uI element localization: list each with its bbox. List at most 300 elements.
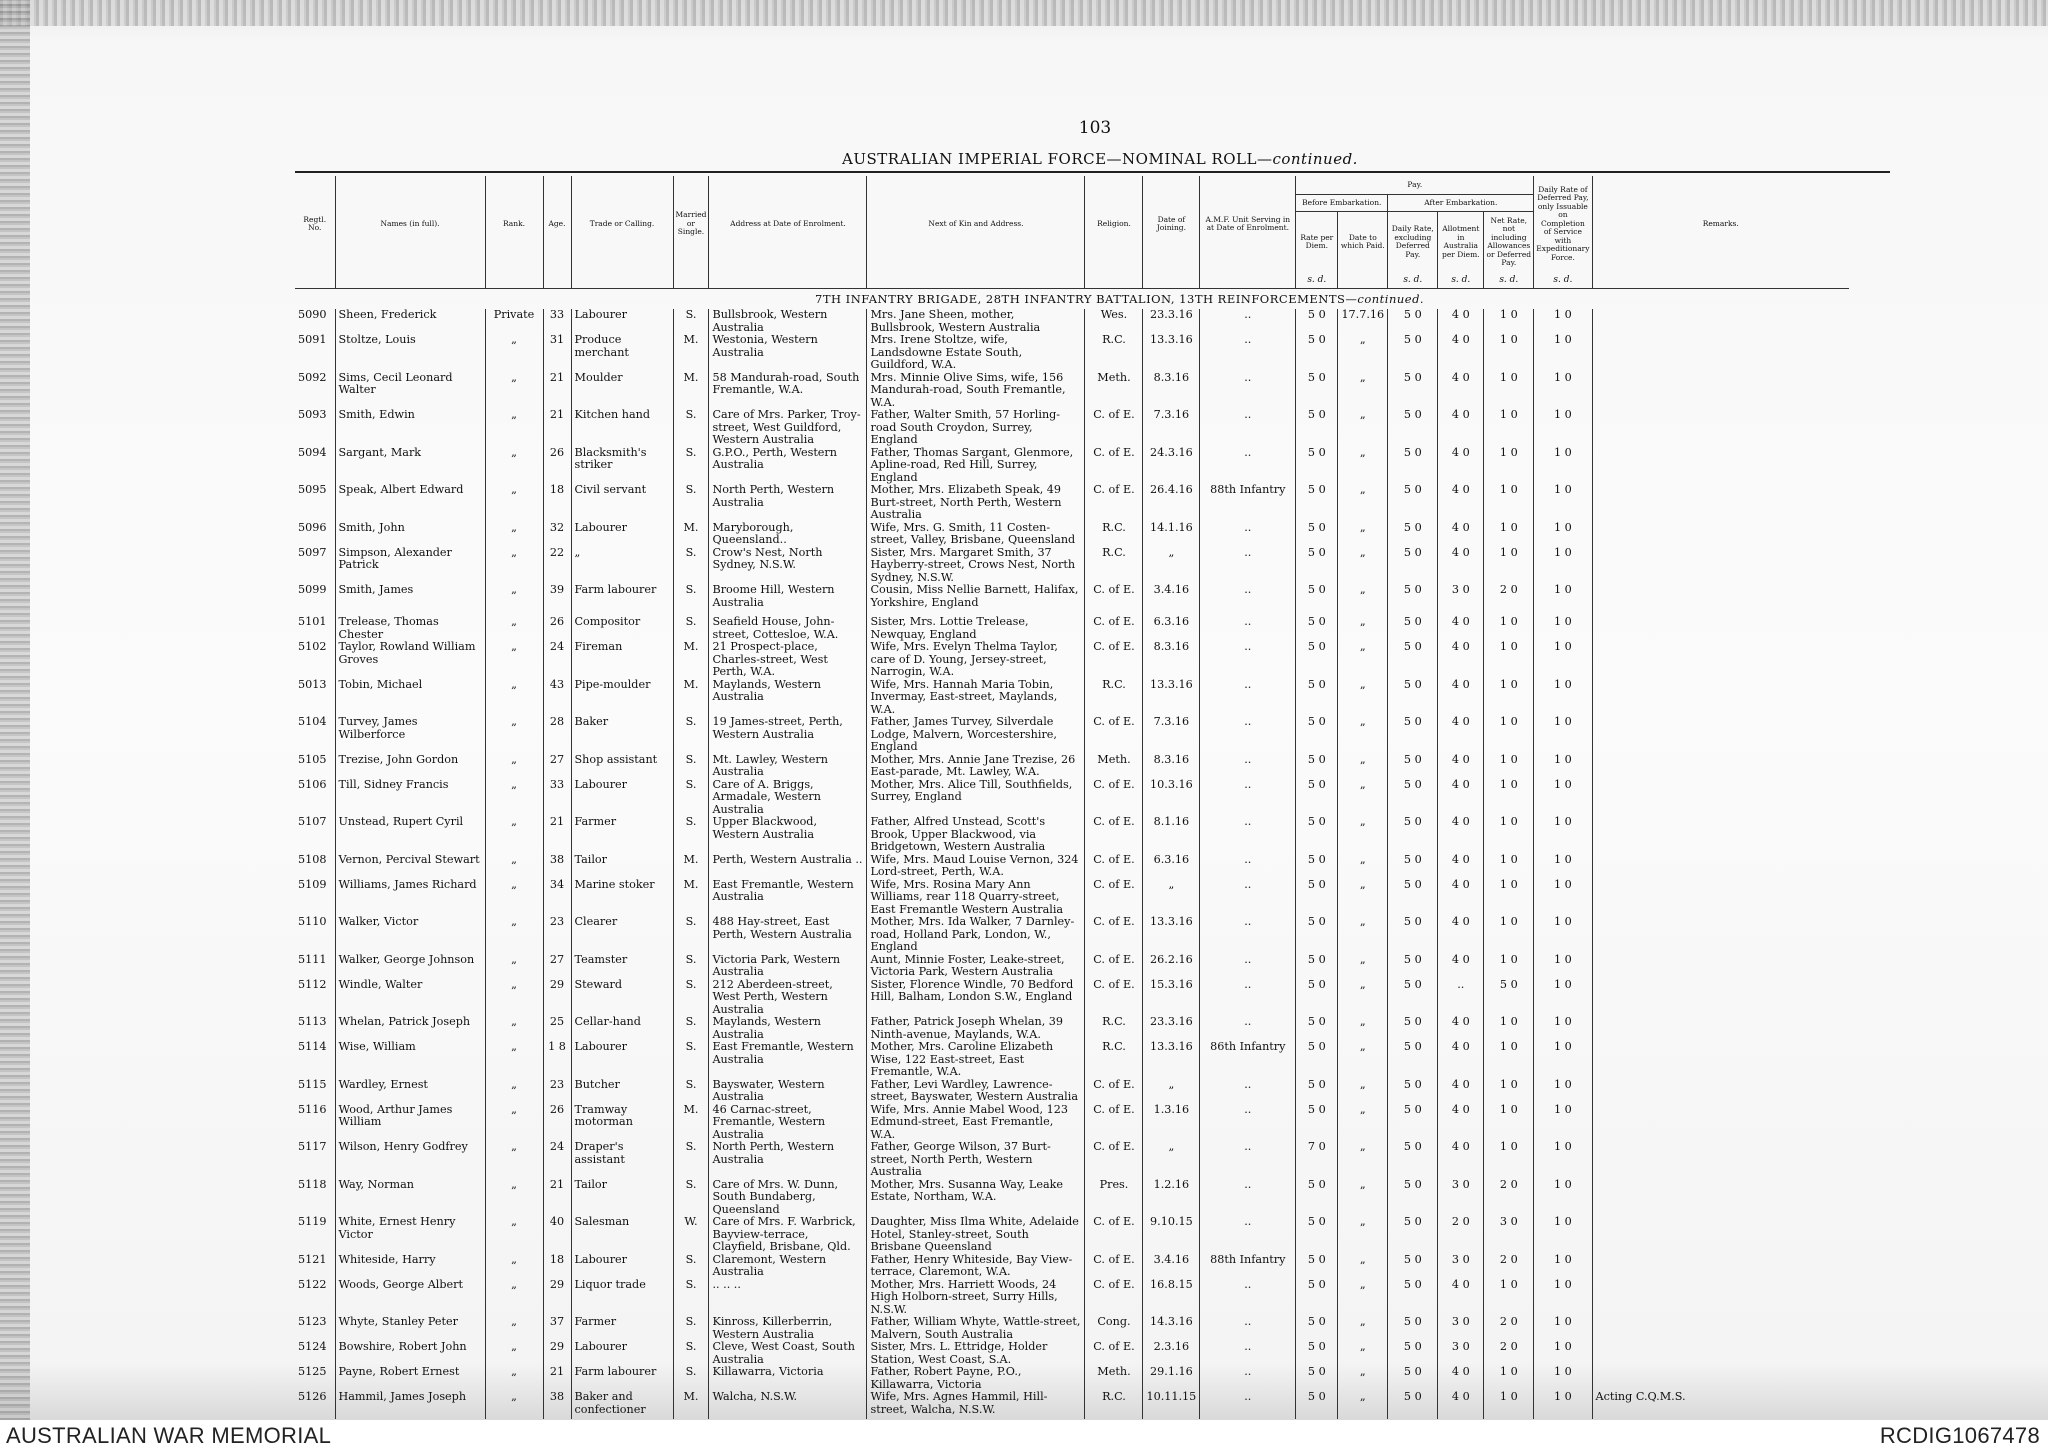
cell-remarks — [1592, 309, 1849, 334]
cell-address: Claremont, Western Australia — [709, 1254, 867, 1279]
cell-remarks — [1592, 1041, 1849, 1079]
cell-address: Crow's Nest, North Sydney, N.S.W. — [709, 547, 867, 585]
cell-date-joining: 8.3.16 — [1143, 754, 1200, 779]
cell-next-of-kin: Sister, Mrs. Margaret Smith, 37 Hayberry-street, Crows Nest, North Sydney, N.S.W. — [867, 547, 1085, 585]
cell-regtl-no: 5117 — [295, 1141, 335, 1179]
cell-date-joining: 6.3.16 — [1143, 616, 1200, 641]
cell-religion: R.C. — [1085, 334, 1143, 372]
cell-trade: Draper's assistant — [571, 1141, 673, 1179]
cell-married: S. — [673, 1041, 709, 1079]
cell-address: 58 Mandurah-road, South Fremantle, W.A. — [709, 372, 867, 410]
cell-date-paid: „ — [1338, 641, 1388, 679]
page-number: 103 — [1078, 118, 1112, 138]
cell-amf-unit: .. — [1200, 879, 1296, 917]
cell-rank: „ — [485, 1041, 543, 1079]
cell-regtl-no: 5119 — [295, 1216, 335, 1254]
cell-married: S. — [673, 816, 709, 854]
table-row — [295, 816, 1849, 854]
cell-religion: C. of E. — [1085, 616, 1143, 641]
cell-deferred: 1 0 — [1534, 1016, 1592, 1041]
cell-rate-per-diem: 5 0 — [1296, 641, 1338, 679]
cell-married: M. — [673, 679, 709, 717]
cell-date-paid: „ — [1338, 1391, 1388, 1419]
cell-date-joining: 23.3.16 — [1143, 1016, 1200, 1041]
cell-rank: „ — [485, 1316, 543, 1341]
cell-date-joining: 10.11.15 — [1143, 1391, 1200, 1419]
cell-rank: „ — [485, 616, 543, 641]
cell-address: 19 James-street, Perth, Western Australia — [709, 716, 867, 754]
cell-rate-per-diem: 5 0 — [1296, 954, 1338, 979]
table-row — [295, 1079, 1849, 1104]
cell-rank: „ — [485, 547, 543, 585]
cell-married: M. — [673, 522, 709, 547]
cell-amf-unit: .. — [1200, 679, 1296, 717]
cell-rank: „ — [485, 1391, 543, 1419]
cell-religion: C. of E. — [1085, 879, 1143, 917]
cell-address: Killawarra, Victoria — [709, 1366, 867, 1391]
cell-daily-rate: 5 0 — [1388, 484, 1438, 522]
footer-record-id: RCDIG1067478 — [1879, 1423, 2040, 1448]
cell-address: 21 Prospect-place, Charles-street, West Perth, W.A. — [709, 641, 867, 679]
cell-date-joining: 10.3.16 — [1143, 779, 1200, 817]
cell-remarks — [1592, 879, 1849, 917]
cell-trade: „ — [571, 547, 673, 585]
cell-deferred: 1 0 — [1534, 716, 1592, 754]
cell-regtl-no: 5096 — [295, 522, 335, 547]
table-row — [295, 334, 1849, 372]
cell-rank: „ — [485, 447, 543, 485]
cell-regtl-no: 5110 — [295, 916, 335, 954]
table-row — [295, 679, 1849, 717]
cell-name: Windle, Walter — [335, 979, 485, 1017]
cell-trade: Farmer — [571, 1316, 673, 1341]
cell-net-rate: 1 0 — [1484, 1079, 1534, 1104]
cell-name: Wilson, Henry Godfrey — [335, 1141, 485, 1179]
cell-remarks — [1592, 816, 1849, 854]
cell-next-of-kin: Father, Robert Payne, P.O., Killawarra, Victoria — [867, 1366, 1085, 1391]
cell-religion: C. of E. — [1085, 1079, 1143, 1104]
cell-religion: C. of E. — [1085, 1279, 1143, 1317]
cell-daily-rate: 5 0 — [1388, 1179, 1438, 1217]
cell-daily-rate: 5 0 — [1388, 372, 1438, 410]
cell-rate-per-diem: 5 0 — [1296, 484, 1338, 522]
unit-sd: s. d. — [1438, 272, 1484, 289]
cell-name: Sargant, Mark — [335, 447, 485, 485]
unit-sd: s. d. — [1296, 272, 1338, 289]
cell-deferred: 1 0 — [1534, 1104, 1592, 1142]
cell-religion: C. of E. — [1085, 954, 1143, 979]
table-row — [295, 484, 1849, 522]
cell-age: 26 — [543, 1104, 571, 1142]
cell-date-paid: „ — [1338, 616, 1388, 641]
cell-regtl-no: 5013 — [295, 679, 335, 717]
table-row — [295, 547, 1849, 585]
cell-trade: Salesman — [571, 1216, 673, 1254]
cell-date-paid: „ — [1338, 1279, 1388, 1317]
cell-rank: „ — [485, 1016, 543, 1041]
table-row — [295, 1141, 1849, 1179]
cell-next-of-kin: Wife, Mrs. Annie Mabel Wood, 123 Edmund-street, East Fremantle, W.A. — [867, 1104, 1085, 1142]
cell-married: S. — [673, 1179, 709, 1217]
cell-name: Whiteside, Harry — [335, 1254, 485, 1279]
cell-trade: Cellar-hand — [571, 1016, 673, 1041]
cell-daily-rate: 5 0 — [1388, 979, 1438, 1017]
cell-name: Payne, Robert Ernest — [335, 1366, 485, 1391]
cell-religion: Meth. — [1085, 372, 1143, 410]
cell-next-of-kin: Father, William Whyte, Wattle-street, Malvern, South Australia — [867, 1316, 1085, 1341]
cell-trade: Moulder — [571, 372, 673, 410]
cell-address: Cleve, West Coast, South Australia — [709, 1341, 867, 1366]
cell-remarks — [1592, 409, 1849, 447]
cell-regtl-no: 5111 — [295, 954, 335, 979]
cell-remarks — [1592, 979, 1849, 1017]
cell-daily-rate: 5 0 — [1388, 616, 1438, 641]
cell-age: 38 — [543, 854, 571, 879]
cell-date-joining: 23.3.16 — [1143, 309, 1200, 334]
cell-remarks — [1592, 1254, 1849, 1279]
cell-deferred: 1 0 — [1534, 854, 1592, 879]
cell-religion: R.C. — [1085, 547, 1143, 585]
cell-amf-unit: .. — [1200, 547, 1296, 585]
cell-age: 21 — [543, 372, 571, 410]
cell-date-paid: „ — [1338, 372, 1388, 410]
table-row — [295, 372, 1849, 410]
cell-date-paid: „ — [1338, 334, 1388, 372]
cell-next-of-kin: Mother, Mrs. Caroline Elizabeth Wise, 122 East-street, East Fremantle, W.A. — [867, 1041, 1085, 1079]
cell-allotment: 4 0 — [1438, 1141, 1484, 1179]
cell-date-joining: 13.3.16 — [1143, 679, 1200, 717]
cell-age: 29 — [543, 1279, 571, 1317]
cell-next-of-kin: Daughter, Miss Ilma White, Adelaide Hotel, Stanley-street, South Brisbane Queensland — [867, 1216, 1085, 1254]
cell-next-of-kin: Father, Alfred Unstead, Scott's Brook, Upper Blackwood, via Bridgetown, Western Australia — [867, 816, 1085, 854]
cell-date-paid: „ — [1338, 1341, 1388, 1366]
cell-remarks — [1592, 954, 1849, 979]
cell-address: Kinross, Killerberrin, Western Australia — [709, 1316, 867, 1341]
cell-daily-rate: 5 0 — [1388, 584, 1438, 616]
cell-daily-rate: 5 0 — [1388, 1104, 1438, 1142]
cell-religion: R.C. — [1085, 522, 1143, 547]
cell-age: 39 — [543, 584, 571, 616]
cell-date-paid: „ — [1338, 1254, 1388, 1279]
cell-religion: C. of E. — [1085, 641, 1143, 679]
cell-age: 23 — [543, 1079, 571, 1104]
cell-rate-per-diem: 5 0 — [1296, 547, 1338, 585]
cell-date-paid: „ — [1338, 1316, 1388, 1341]
cell-rank: „ — [485, 1341, 543, 1366]
cell-married: M. — [673, 854, 709, 879]
cell-amf-unit: .. — [1200, 1216, 1296, 1254]
cell-date-joining: 26.4.16 — [1143, 484, 1200, 522]
col-net-rate: Net Rate, not including Allowances or Deferred Pay. — [1484, 212, 1534, 273]
col-name: Names (in full). — [335, 176, 485, 272]
cell-rate-per-diem: 5 0 — [1296, 816, 1338, 854]
cell-religion: R.C. — [1085, 679, 1143, 717]
cell-married: S. — [673, 1141, 709, 1179]
cell-rate-per-diem: 5 0 — [1296, 1041, 1338, 1079]
cell-rank: „ — [485, 679, 543, 717]
cell-net-rate: 3 0 — [1484, 1216, 1534, 1254]
table-row — [295, 1016, 1849, 1041]
cell-allotment: 4 0 — [1438, 716, 1484, 754]
cell-trade: Tramway motorman — [571, 1104, 673, 1142]
cell-allotment: 4 0 — [1438, 522, 1484, 547]
cell-regtl-no: 5125 — [295, 1366, 335, 1391]
cell-remarks — [1592, 1016, 1849, 1041]
cell-date-paid: „ — [1338, 1179, 1388, 1217]
cell-regtl-no: 5095 — [295, 484, 335, 522]
cell-net-rate: 1 0 — [1484, 309, 1534, 334]
cell-allotment: 4 0 — [1438, 1041, 1484, 1079]
cell-address: Victoria Park, Western Australia — [709, 954, 867, 979]
cell-date-paid: „ — [1338, 879, 1388, 917]
cell-regtl-no: 5109 — [295, 879, 335, 917]
cell-age: 38 — [543, 1391, 571, 1419]
cell-next-of-kin: Sister, Mrs. Lottie Trelease, Newquay, England — [867, 616, 1085, 641]
cell-deferred: 1 0 — [1534, 1041, 1592, 1079]
cell-remarks — [1592, 1216, 1849, 1254]
cell-regtl-no: 5107 — [295, 816, 335, 854]
cell-amf-unit: .. — [1200, 372, 1296, 410]
cell-age: 21 — [543, 1366, 571, 1391]
cell-name: Walker, George Johnson — [335, 954, 485, 979]
cell-allotment: 4 0 — [1438, 954, 1484, 979]
cell-address: Care of Mrs. F. Warbrick, Bayview-terrace, Clayfield, Brisbane, Qld. — [709, 1216, 867, 1254]
cell-next-of-kin: Mother, Mrs. Susanna Way, Leake Estate, Northam, W.A. — [867, 1179, 1085, 1217]
cell-date-joining: 8.3.16 — [1143, 372, 1200, 410]
cell-trade: Liquor trade — [571, 1279, 673, 1317]
cell-rate-per-diem: 5 0 — [1296, 916, 1338, 954]
cell-married: S. — [673, 754, 709, 779]
cell-amf-unit: 88th Infantry — [1200, 1254, 1296, 1279]
cell-age: 27 — [543, 754, 571, 779]
cell-next-of-kin: Mother, Mrs. Elizabeth Speak, 49 Burt-street, North Perth, Western Australia — [867, 484, 1085, 522]
scan-edge-left — [0, 0, 30, 1420]
cell-date-paid: „ — [1338, 916, 1388, 954]
cell-married: S. — [673, 309, 709, 334]
cell-date-paid: „ — [1338, 954, 1388, 979]
cell-rate-per-diem: 5 0 — [1296, 409, 1338, 447]
cell-net-rate: 1 0 — [1484, 854, 1534, 879]
cell-address: G.P.O., Perth, Western Australia — [709, 447, 867, 485]
cell-age: 33 — [543, 309, 571, 334]
col-daily-rate: Daily Rate, excluding Deferred Pay. — [1388, 212, 1438, 273]
cell-date-joining: 6.3.16 — [1143, 854, 1200, 879]
cell-deferred: 1 0 — [1534, 547, 1592, 585]
cell-remarks — [1592, 916, 1849, 954]
roll-body — [295, 289, 1849, 1420]
cell-remarks — [1592, 522, 1849, 547]
table-row — [295, 1391, 1849, 1419]
cell-religion: C. of E. — [1085, 1141, 1143, 1179]
cell-net-rate: 2 0 — [1484, 1254, 1534, 1279]
table-row — [295, 1041, 1849, 1079]
cell-address: Westonia, Western Australia — [709, 334, 867, 372]
cell-married: S. — [673, 547, 709, 585]
cell-amf-unit: .. — [1200, 1104, 1296, 1142]
cell-age: 43 — [543, 679, 571, 717]
cell-age: 40 — [543, 1216, 571, 1254]
cell-rank: „ — [485, 641, 543, 679]
cell-trade: Blacksmith's striker — [571, 447, 673, 485]
header-row-units — [295, 272, 1849, 289]
cell-rate-per-diem: 5 0 — [1296, 1104, 1338, 1142]
cell-name: Sheen, Frederick — [335, 309, 485, 334]
cell-allotment: 4 0 — [1438, 616, 1484, 641]
cell-allotment: 4 0 — [1438, 1279, 1484, 1317]
cell-net-rate: 1 0 — [1484, 641, 1534, 679]
cell-trade: Civil servant — [571, 484, 673, 522]
cell-rank: „ — [485, 584, 543, 616]
cell-address: Mt. Lawley, Western Australia — [709, 754, 867, 779]
cell-age: 29 — [543, 1341, 571, 1366]
table-row — [295, 522, 1849, 547]
cell-religion: R.C. — [1085, 1041, 1143, 1079]
cell-address: Walcha, N.S.W. — [709, 1391, 867, 1419]
cell-rate-per-diem: 5 0 — [1296, 372, 1338, 410]
cell-remarks — [1592, 1279, 1849, 1317]
cell-deferred: 1 0 — [1534, 979, 1592, 1017]
cell-remarks — [1592, 1341, 1849, 1366]
cell-allotment: 3 0 — [1438, 1341, 1484, 1366]
cell-age: 1 8 — [543, 1041, 571, 1079]
cell-allotment: 3 0 — [1438, 1316, 1484, 1341]
cell-trade: Marine stoker — [571, 879, 673, 917]
cell-next-of-kin: Cousin, Miss Nellie Barnett, Halifax, Yorkshire, England — [867, 584, 1085, 616]
cell-rank: „ — [485, 1179, 543, 1217]
col-rank: Rank. — [485, 176, 543, 272]
cell-amf-unit: .. — [1200, 641, 1296, 679]
cell-next-of-kin: Father, Henry Whiteside, Bay View-terrace, Claremont, W.A. — [867, 1254, 1085, 1279]
cell-rate-per-diem: 5 0 — [1296, 854, 1338, 879]
cell-religion: R.C. — [1085, 1016, 1143, 1041]
cell-age: 29 — [543, 979, 571, 1017]
cell-rank: „ — [485, 1279, 543, 1317]
cell-rate-per-diem: 5 0 — [1296, 779, 1338, 817]
cell-allotment: 4 0 — [1438, 816, 1484, 854]
cell-age: 28 — [543, 716, 571, 754]
cell-name: Simpson, Alexander Patrick — [335, 547, 485, 585]
cell-net-rate: 2 0 — [1484, 1341, 1534, 1366]
cell-regtl-no: 5116 — [295, 1104, 335, 1142]
cell-next-of-kin: Mrs. Jane Sheen, mother, Bullsbrook, Western Australia — [867, 309, 1085, 334]
cell-trade: Baker and confectioner — [571, 1391, 673, 1419]
cell-net-rate: 1 0 — [1484, 716, 1534, 754]
cell-age: 33 — [543, 779, 571, 817]
cell-daily-rate: 5 0 — [1388, 1079, 1438, 1104]
cell-amf-unit: 88th Infantry — [1200, 484, 1296, 522]
cell-married: S. — [673, 484, 709, 522]
cell-next-of-kin: Father, Thomas Sargant, Glenmore, Apline-road, Red Hill, Surrey, England — [867, 447, 1085, 485]
cell-amf-unit: .. — [1200, 754, 1296, 779]
cell-remarks — [1592, 372, 1849, 410]
cell-regtl-no: 5104 — [295, 716, 335, 754]
cell-daily-rate: 5 0 — [1388, 309, 1438, 334]
cell-age: 25 — [543, 1016, 571, 1041]
cell-religion: C. of E. — [1085, 854, 1143, 879]
cell-trade: Tailor — [571, 854, 673, 879]
cell-allotment: 4 0 — [1438, 1366, 1484, 1391]
cell-married: S. — [673, 409, 709, 447]
cell-date-joining: 15.3.16 — [1143, 979, 1200, 1017]
cell-regtl-no: 5092 — [295, 372, 335, 410]
cell-married: S. — [673, 584, 709, 616]
cell-date-joining: 7.3.16 — [1143, 409, 1200, 447]
cell-age: 21 — [543, 1179, 571, 1217]
col-allotment: Allotment in Australia per Diem. — [1438, 212, 1484, 273]
cell-address: 212 Aberdeen-street, West Perth, Western Australia — [709, 979, 867, 1017]
cell-next-of-kin: Father, Levi Wardley, Lawrence-street, Bayswater, Western Australia — [867, 1079, 1085, 1104]
cell-date-paid: „ — [1338, 522, 1388, 547]
cell-daily-rate: 5 0 — [1388, 641, 1438, 679]
col-trade: Trade or Calling. — [571, 176, 673, 272]
cell-age: 22 — [543, 547, 571, 585]
cell-name: Smith, James — [335, 584, 485, 616]
cell-date-paid: „ — [1338, 584, 1388, 616]
cell-amf-unit: .. — [1200, 1391, 1296, 1419]
cell-amf-unit: .. — [1200, 1079, 1296, 1104]
cell-daily-rate: 5 0 — [1388, 1391, 1438, 1419]
cell-net-rate: 1 0 — [1484, 522, 1534, 547]
cell-rank: „ — [485, 522, 543, 547]
cell-net-rate: 1 0 — [1484, 1041, 1534, 1079]
cell-remarks — [1592, 1366, 1849, 1391]
cell-net-rate: 1 0 — [1484, 954, 1534, 979]
cell-rate-per-diem: 5 0 — [1296, 309, 1338, 334]
table-row — [295, 716, 1849, 754]
cell-rate-per-diem: 5 0 — [1296, 584, 1338, 616]
cell-married: M. — [673, 641, 709, 679]
cell-daily-rate: 5 0 — [1388, 679, 1438, 717]
col-date-joining: Date of Joining. — [1143, 176, 1200, 272]
cell-name: Unstead, Rupert Cyril — [335, 816, 485, 854]
cell-age: 31 — [543, 334, 571, 372]
cell-date-paid: „ — [1338, 1216, 1388, 1254]
cell-allotment: 4 0 — [1438, 1079, 1484, 1104]
cell-married: M. — [673, 1104, 709, 1142]
cell-date-joining: 8.3.16 — [1143, 641, 1200, 679]
cell-date-joining: 14.3.16 — [1143, 1316, 1200, 1341]
cell-deferred: 1 0 — [1534, 916, 1592, 954]
cell-date-joining: 29.1.16 — [1143, 1366, 1200, 1391]
cell-date-paid: „ — [1338, 1104, 1388, 1142]
cell-allotment: 4 0 — [1438, 1104, 1484, 1142]
cell-daily-rate: 5 0 — [1388, 1041, 1438, 1079]
cell-remarks — [1592, 334, 1849, 372]
scan-edge-top — [0, 0, 2048, 26]
cell-amf-unit: .. — [1200, 616, 1296, 641]
cell-net-rate: 2 0 — [1484, 1316, 1534, 1341]
cell-rate-per-diem: 5 0 — [1296, 334, 1338, 372]
cell-rate-per-diem: 5 0 — [1296, 679, 1338, 717]
cell-address: 46 Carnac-street, Fremantle, Western Australia — [709, 1104, 867, 1142]
cell-name: Taylor, Rowland William Groves — [335, 641, 485, 679]
cell-date-joining: „ — [1143, 547, 1200, 585]
cell-name: Stoltze, Louis — [335, 334, 485, 372]
cell-date-paid: 17.7.16 — [1338, 309, 1388, 334]
cell-age: 32 — [543, 522, 571, 547]
cell-deferred: 1 0 — [1534, 1079, 1592, 1104]
cell-net-rate: 1 0 — [1484, 1104, 1534, 1142]
cell-deferred: 1 0 — [1534, 1141, 1592, 1179]
cell-allotment: 4 0 — [1438, 547, 1484, 585]
cell-next-of-kin: Mrs. Irene Stoltze, wife, Landsdowne Estate South, Guildford, W.A. — [867, 334, 1085, 372]
table-row — [295, 1179, 1849, 1217]
cell-rank: „ — [485, 409, 543, 447]
cell-regtl-no: 5102 — [295, 641, 335, 679]
cell-net-rate: 1 0 — [1484, 1366, 1534, 1391]
col-before-embarkation: Before Embarkation. — [1296, 195, 1388, 212]
cell-date-paid: „ — [1338, 816, 1388, 854]
